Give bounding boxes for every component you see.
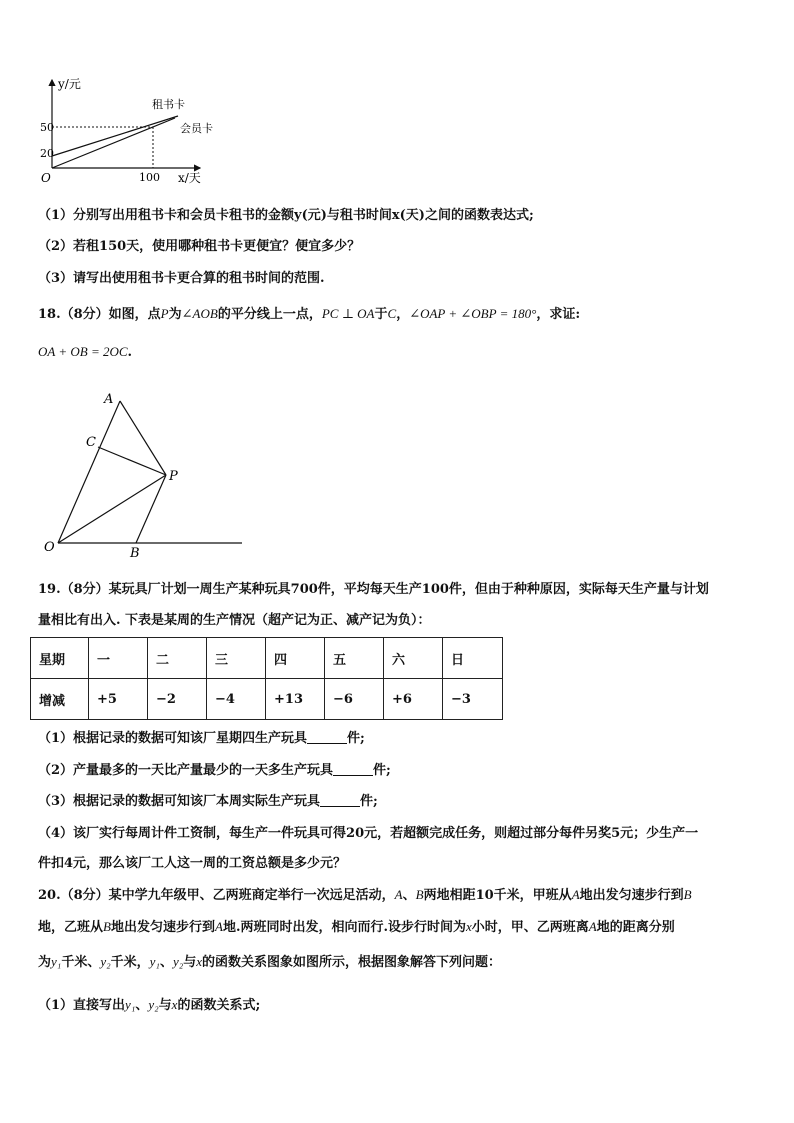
tick-20: 20 xyxy=(40,147,54,160)
q19-line1: 19.（8分）某玩具厂计划一周生产某种玩具700件，平均每天生产100件，但由于种种原因，实际每天生产量与计划 xyxy=(38,582,709,597)
answer-blank[interactable] xyxy=(320,792,360,807)
q20-line2: 地，乙班从B地出发匀速步行到A地.两班同时出发，相向而行.设步行时间为x小时，甲、乙两班离A地的距离分别 xyxy=(38,919,675,935)
table-cell: 增减 xyxy=(31,679,89,720)
rent-card-label: 租书卡 xyxy=(152,98,185,111)
q19-part4-line2: 件扣4元，那么该厂工人这一周的工资总额是多少元？ xyxy=(38,856,347,871)
q20-line3: 为y₁千米、y₂千米，y₁、y₂与x的函数关系图象如图所示，根据图象解答下列问题： xyxy=(38,954,502,970)
q17-part3: （3）请写出使用租书卡更合算的租书时间的范围. xyxy=(38,271,325,286)
q20-line1: 20.（8分）某中学九年级甲、乙两班商定举行一次远足活动，A、B两地相距10千米，甲班从A地出发匀速步行到B xyxy=(38,887,692,903)
table-cell: +6 xyxy=(384,679,443,720)
y-axis-label: y/元 xyxy=(58,77,81,91)
table-cell: 日 xyxy=(443,638,503,679)
table-cell: +13 xyxy=(266,679,325,720)
label-A: A xyxy=(104,392,114,407)
label-C: C xyxy=(86,435,96,450)
table-cell: 四 xyxy=(266,638,325,679)
q19-part2: （2）产量最多的一天比产量最少的一天多生产玩具 件; xyxy=(38,763,391,778)
production-table xyxy=(30,637,503,720)
table-cell: 星期 xyxy=(31,638,89,679)
tick-100: 100 xyxy=(139,171,160,184)
label-O: O xyxy=(44,540,55,555)
q17-part1: （1）分别写出用租书卡和会员卡租书的金额y(元)与租书时间x(天)之间的函数表达式; xyxy=(38,208,534,223)
rental-card-graph xyxy=(30,70,230,200)
rent-card-line xyxy=(52,118,175,168)
segment-BP xyxy=(136,475,166,543)
q18-proof-target: OA + OB = 2OC. xyxy=(38,344,133,360)
q18-statement: 18.（8分）如图，点P为∠AOB的平分线上一点，PC ⊥ OA于C，∠OAP + ∠OBP = 180°，求证: xyxy=(38,306,581,322)
table-row xyxy=(31,638,503,679)
tick-50: 50 xyxy=(40,121,54,134)
x-axis-label: x/天 xyxy=(178,171,201,185)
table-cell: 二 xyxy=(148,638,207,679)
q19-part1: （1）根据记录的数据可知该厂星期四生产玩具 件; xyxy=(38,731,365,746)
member-card-label: 会员卡 xyxy=(180,122,213,135)
answer-blank[interactable] xyxy=(307,729,347,744)
q20-part1: （1）直接写出y₁、y₂与x的函数关系式; xyxy=(38,997,261,1013)
segment-OP xyxy=(58,475,166,543)
segment-AP xyxy=(120,401,166,475)
table-cell: +5 xyxy=(89,679,148,720)
label-B: B xyxy=(130,546,140,561)
q19-part3: （3）根据记录的数据可知该厂本周实际生产玩具 件; xyxy=(38,794,378,809)
table-row xyxy=(31,679,503,720)
origin-label: O xyxy=(41,171,51,185)
table-cell: −6 xyxy=(325,679,384,720)
table-cell: 五 xyxy=(325,638,384,679)
table-cell: 一 xyxy=(89,638,148,679)
angle-bisector-figure xyxy=(36,385,256,565)
table-cell: 六 xyxy=(384,638,443,679)
q19-part4-line1: （4）该厂实行每周计件工资制，每生产一件玩具可得20元，若超额完成任务，则超过部分每件另奖5元；少生产一 xyxy=(38,826,699,841)
q17-part2: （2）若租150天，使用哪种租书卡更便宜？便宜多少？ xyxy=(38,239,361,254)
member-card-line xyxy=(52,116,178,156)
label-P: P xyxy=(169,469,178,484)
table-cell: −3 xyxy=(443,679,503,720)
table-cell: −2 xyxy=(148,679,207,720)
segment-CP xyxy=(98,447,166,475)
answer-blank[interactable] xyxy=(333,761,373,776)
table-cell: −4 xyxy=(207,679,266,720)
segment-OA xyxy=(58,401,120,543)
q19-line2: 量相比有出入. 下表是某周的生产情况（超产记为正、减产记为负）： xyxy=(38,613,431,628)
table-cell: 三 xyxy=(207,638,266,679)
